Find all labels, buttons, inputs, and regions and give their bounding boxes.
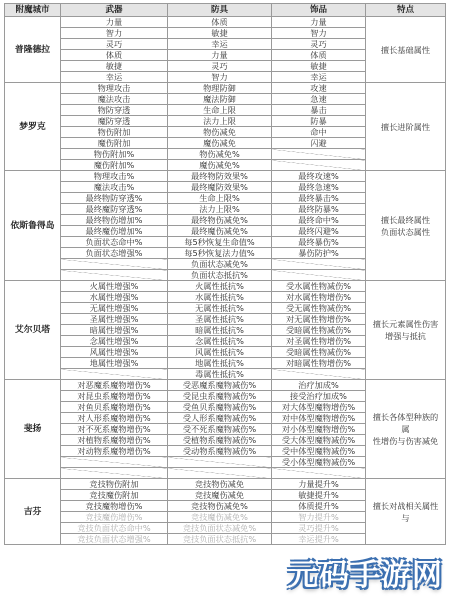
accessory-cell: 攻速 [272,83,366,94]
weapon-cell [61,369,168,380]
accessory-cell: 敏捷提升% [272,490,366,501]
accessory-cell: 最终暴伤% [272,237,366,248]
feature-line: 擅长基础属性 [380,44,431,55]
weapon-cell: 暗属性增强% [61,325,168,336]
feature-line: 性增伤与伤害减免 [372,436,439,446]
header-armor: 防具 [168,4,272,17]
weapon-cell [61,457,168,468]
feature-line: 擅长对战相关属性与 [372,500,439,523]
accessory-cell: 最终命中% [272,215,366,226]
accessory-cell: 幸运提升% [272,534,366,545]
weapon-cell: 最终魔防穿透% [61,204,168,215]
armor-cell: 敏捷 [168,28,272,39]
armor-cell: 无属性抵抗% [168,303,272,314]
weapon-cell: 物伤附加% [61,149,168,160]
weapon-cell: 竞技魔伤附加 [61,490,168,501]
accessory-cell: 灵巧提升% [272,523,366,534]
accessory-cell: 最终暴击% [272,193,366,204]
armor-cell: 最终物防效果% [168,171,272,182]
accessory-cell [272,468,366,479]
armor-cell: 竞技物伤减免% [168,501,272,512]
weapon-cell [61,270,168,281]
armor-cell: 最终魔伤减免% [168,226,272,237]
accessory-cell [272,149,366,160]
armor-cell: 受动物系魔物减伤% [168,446,272,457]
accessory-cell: 受暗属性物减伤% [272,347,366,358]
weapon-cell: 力量 [61,17,168,28]
armor-cell: 体质 [168,17,272,28]
weapon-cell: 魔防穿透 [61,116,168,127]
weapon-cell: 风属性增强% [61,347,168,358]
weapon-cell [61,259,168,270]
table-body [5,17,446,545]
armor-cell: 物伤减免 [168,127,272,138]
accessory-cell: 智力 [272,28,366,39]
armor-cell: 每5秒恢复生命值% [168,237,272,248]
weapon-cell: 竞技负面状态命中% [61,523,168,534]
city-geffen: 吉芬 [5,479,61,545]
armor-cell: 法力上限% [168,204,272,215]
accessory-cell: 最终攻速% [272,171,366,182]
accessory-cell: 防暴 [272,116,366,127]
armor-cell [168,457,272,468]
header-row [5,4,446,17]
armor-cell: 竞技物伤减免 [168,479,272,490]
accessory-cell: 暴伤防护% [272,248,366,259]
city-payon: 斐扬 [5,380,61,479]
accessory-cell: 对大体型魔物增伤% [272,402,366,413]
feature-line: 增强与抵抗 [385,331,426,341]
accessory-cell: 命中 [272,127,366,138]
accessory-cell: 敏捷 [272,61,366,72]
weapon-cell: 竞技负面状态增强% [61,534,168,545]
armor-cell: 受昆虫系魔物减伤% [168,391,272,402]
weapon-cell: 对不死系魔物增伤% [61,424,168,435]
feature-line: 擅长各体型种族的属 [372,412,439,434]
table-row [5,17,446,28]
armor-cell: 魔伤减免% [168,160,272,171]
city-aldebaran: 艾尔贝塔 [5,281,61,380]
armor-cell: 火属性抵抗% [168,281,272,292]
armor-cell: 受恶魔系魔物减伤% [168,380,272,391]
armor-cell: 竞技魔伤减免 [168,490,272,501]
accessory-cell [272,259,366,270]
city-prontera: 普隆德拉 [5,17,61,83]
armor-cell: 竞技魔伤减免% [168,512,272,523]
weapon-cell: 负面状态增强% [61,248,168,259]
armor-cell: 幸运 [168,39,272,50]
armor-cell: 最终魔防效果% [168,182,272,193]
accessory-cell: 受大体型魔物减伤% [272,435,366,446]
armor-cell: 法力上限 [168,116,272,127]
armor-cell: 魔伤减免 [168,138,272,149]
weapon-cell: 对动物系魔物增伤% [61,446,168,457]
armor-cell: 魔法防御 [168,94,272,105]
accessory-cell: 受小体型魔物减伤% [272,457,366,468]
accessory-cell: 最终闪避% [272,226,366,237]
armor-cell: 负面状态抵抗% [168,270,272,281]
armor-cell: 水属性抵抗% [168,292,272,303]
accessory-cell: 接受治疗加成% [272,391,366,402]
weapon-cell: 最终魔伤增加% [61,226,168,237]
table-row [5,380,446,391]
armor-cell: 念属性抵抗% [168,336,272,347]
weapon-cell: 智力 [61,28,168,39]
armor-cell: 力量 [168,50,272,61]
weapon-cell: 物理攻击 [61,83,168,94]
weapon-cell: 火属性增强% [61,281,168,292]
weapon-cell: 魔法攻击 [61,94,168,105]
armor-cell: 物理防御 [168,83,272,94]
accessory-cell [272,160,366,171]
accessory-cell: 对中体型魔物增伤% [272,413,366,424]
feature-line: 擅长元素属性伤害 [372,319,439,329]
accessory-cell: 受暗属性物减伤% [272,325,366,336]
weapon-cell: 无属性增强% [61,303,168,314]
armor-cell: 受不死系魔物减伤% [168,424,272,435]
weapon-cell: 对恶魔系魔物增伤% [61,380,168,391]
watermark-logo: 元码手游网 [288,558,443,593]
armor-cell: 最终物伤减免% [168,215,272,226]
armor-cell: 灵巧 [168,61,272,72]
accessory-cell: 力量 [272,17,366,28]
accessory-cell: 对无属性物增伤% [272,314,366,325]
accessory-cell: 对圣属性物增伤% [272,336,366,347]
accessory-cell: 受水属性物减伤% [272,281,366,292]
weapon-cell: 物理攻击% [61,171,168,182]
weapon-cell: 体质 [61,50,168,61]
armor-cell: 暗属性抵抗% [168,325,272,336]
header-weapon: 武器 [61,4,168,17]
feature-cell [366,171,446,281]
armor-cell: 物伤减免% [168,149,272,160]
accessory-cell: 体质提升% [272,501,366,512]
accessory-cell: 受无属性物减伤% [272,303,366,314]
feature-line: 擅长最终属性 [380,214,431,225]
weapon-cell: 灵巧 [61,39,168,50]
accessory-cell: 治疗加成% [272,380,366,391]
weapon-cell: 竞技物伤附加 [61,479,168,490]
feature-cell [366,380,446,479]
accessory-cell [272,270,366,281]
weapon-cell: 对鱼贝系魔物增伤% [61,402,168,413]
accessory-cell: 力量提升% [272,479,366,490]
feature-cell [366,281,446,380]
armor-cell: 生命上限 [168,105,272,116]
enchant-table [4,3,446,545]
armor-cell: 风属性抵抗% [168,347,272,358]
weapon-cell: 敏捷 [61,61,168,72]
weapon-cell [61,468,168,479]
weapon-cell: 最终物伤增加% [61,215,168,226]
header-city: 附魔城市 [5,4,61,17]
armor-cell: 受植物系魔物减伤% [168,435,272,446]
weapon-cell: 最终物防穿透% [61,193,168,204]
accessory-cell: 体质 [272,50,366,61]
city-izlude: 依斯鲁得岛 [5,171,61,281]
weapon-cell: 念属性增强% [61,336,168,347]
weapon-cell: 魔伤附加% [61,160,168,171]
weapon-cell: 魔伤附加 [61,138,168,149]
armor-cell: 地属性抵抗% [168,358,272,369]
header-accessory: 饰品 [272,4,366,17]
weapon-cell: 竞技魔物增伤% [61,501,168,512]
table-row [5,479,446,490]
weapon-cell: 物防穿透 [61,105,168,116]
accessory-cell [272,369,366,380]
armor-cell: 受鱼贝系魔物减伤% [168,402,272,413]
feature-line: 负面状态属性 [380,226,431,237]
weapon-cell: 物伤附加 [61,127,168,138]
feature-cell [366,479,446,545]
weapon-cell: 对植物系魔物增伤% [61,435,168,446]
armor-cell: 圣属性抵抗% [168,314,272,325]
armor-cell: 生命上限% [168,193,272,204]
accessory-cell: 对水属性物增伤% [272,292,366,303]
feature-cell [366,17,446,83]
accessory-cell: 最终急速% [272,182,366,193]
city-morroc: 梦罗克 [5,83,61,171]
accessory-cell: 暴击 [272,105,366,116]
armor-cell: 竞技负面状态减免% [168,523,272,534]
table-row [5,281,446,292]
feature-line: 擅长进阶属性 [380,121,431,132]
armor-cell: 毒属性抵抗% [168,369,272,380]
accessory-cell: 智力提升% [272,512,366,523]
armor-cell: 负面状态减免% [168,259,272,270]
table-row [5,171,446,182]
accessory-cell: 闪避 [272,138,366,149]
weapon-cell: 幸运 [61,72,168,83]
weapon-cell: 对昆虫系魔物增伤% [61,391,168,402]
accessory-cell: 受中体型魔物减伤% [272,446,366,457]
armor-cell: 受人形系魔物减伤% [168,413,272,424]
weapon-cell: 水属性增强% [61,292,168,303]
accessory-cell: 幸运 [272,72,366,83]
accessory-cell: 最终防暴% [272,204,366,215]
armor-cell: 智力 [168,72,272,83]
accessory-cell: 急速 [272,94,366,105]
weapon-cell: 地属性增强% [61,358,168,369]
accessory-cell: 对暗属性物增伤% [272,358,366,369]
table-row [5,83,446,94]
armor-cell: 每5秒恢复法力值% [168,248,272,259]
feature-cell [366,83,446,171]
weapon-cell: 负面状态命中% [61,237,168,248]
header-feature: 特点 [366,4,446,17]
weapon-cell: 魔法攻击% [61,182,168,193]
accessory-cell: 对小体型魔物增伤% [272,424,366,435]
accessory-cell: 灵巧 [272,39,366,50]
armor-cell: 竞技负面状态抵抗% [168,534,272,545]
weapon-cell: 对人形系魔物增伤% [61,413,168,424]
weapon-cell: 圣属性增强% [61,314,168,325]
weapon-cell: 竞技魔伤增伤% [61,512,168,523]
armor-cell [168,468,272,479]
